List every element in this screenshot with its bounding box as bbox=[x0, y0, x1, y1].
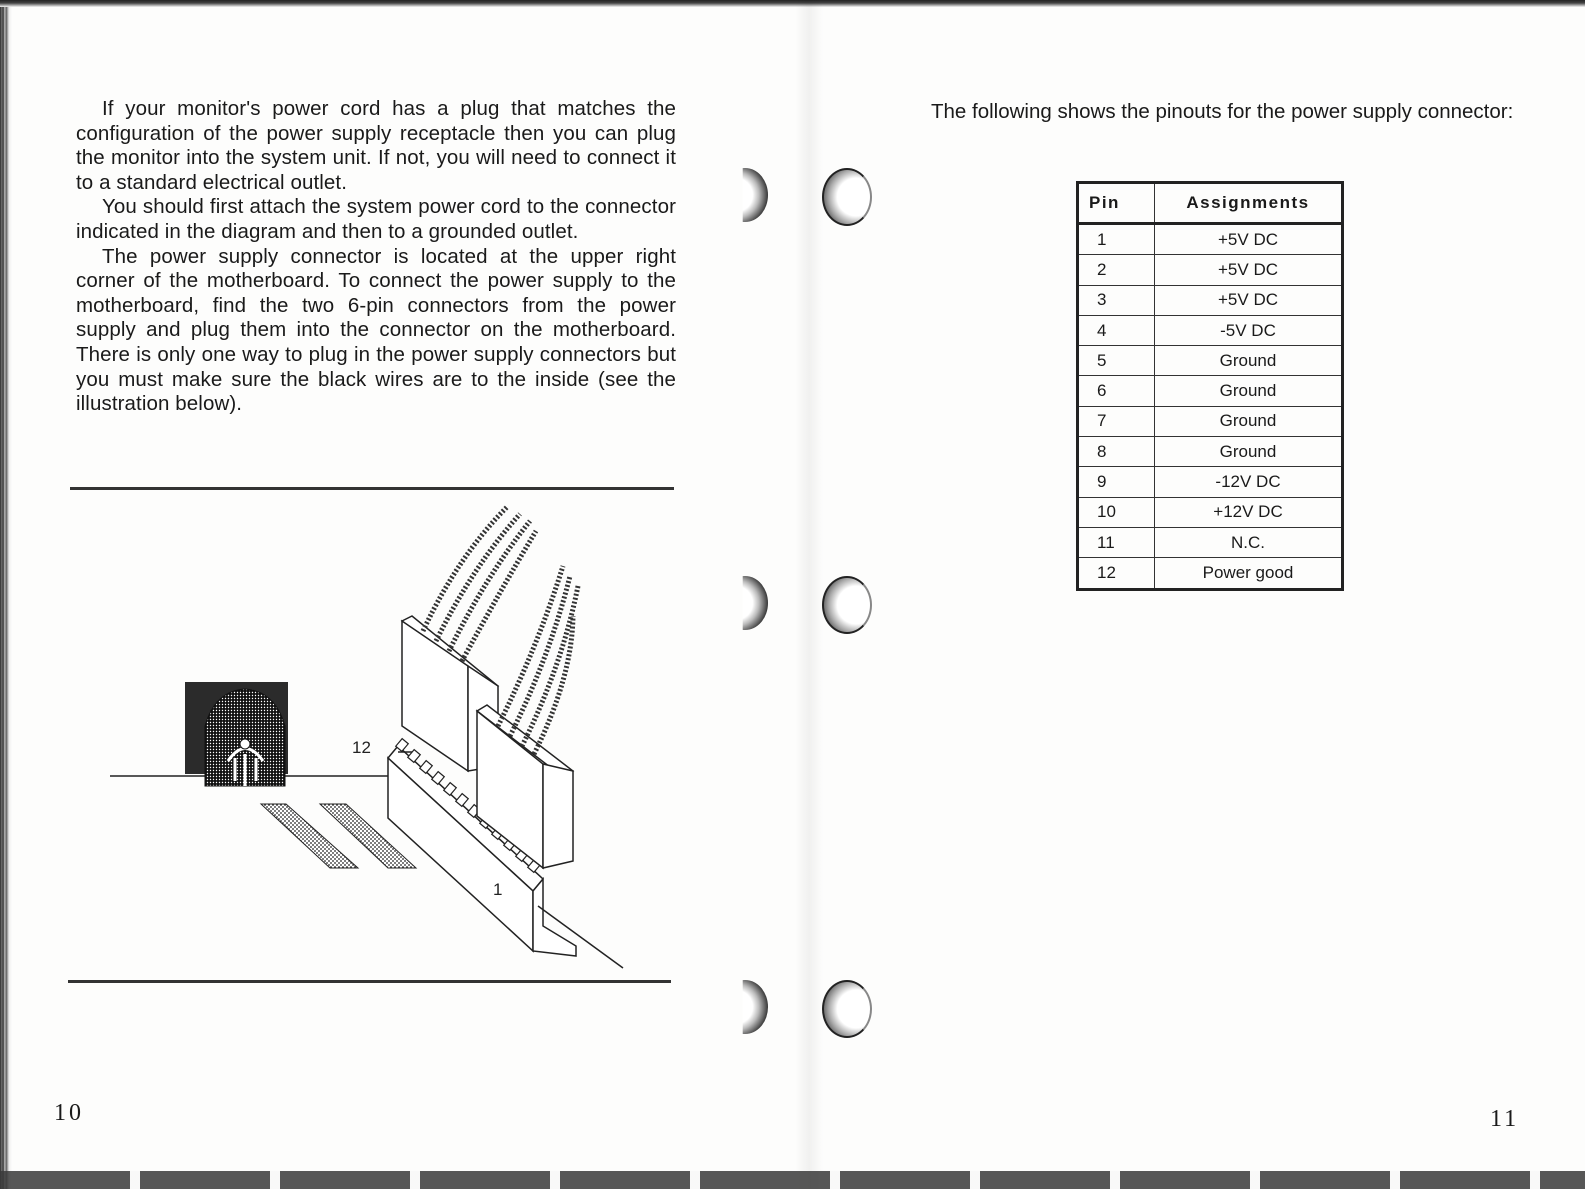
pin-assignment-cell: Ground bbox=[1155, 376, 1343, 406]
right-page-intro bbox=[905, 100, 1525, 125]
pin-number-cell: 2 bbox=[1078, 255, 1155, 285]
page-bottom-edge bbox=[0, 1171, 1585, 1189]
binder-hole-shadow bbox=[722, 168, 768, 222]
table-row bbox=[1078, 376, 1343, 406]
pin-assignment-cell: Ground bbox=[1155, 346, 1343, 376]
pin-assignment-cell: +5V DC bbox=[1155, 285, 1343, 315]
pin-number-cell: 6 bbox=[1078, 376, 1155, 406]
table-row bbox=[1078, 315, 1343, 345]
power-socket-graphic bbox=[185, 682, 288, 786]
pin-assignment-cell: -12V DC bbox=[1155, 467, 1343, 497]
pin-number-cell: 7 bbox=[1078, 406, 1155, 436]
pin-assignment-cell: +5V DC bbox=[1155, 224, 1343, 255]
pin-number-cell: 5 bbox=[1078, 346, 1155, 376]
binder-hole-shadow bbox=[722, 576, 768, 630]
left-page-body bbox=[76, 97, 676, 417]
table-row bbox=[1078, 406, 1343, 436]
table-row bbox=[1078, 255, 1343, 285]
pin-number-cell: 10 bbox=[1078, 497, 1155, 527]
pin-assignment-cell: Ground bbox=[1155, 406, 1343, 436]
page-number-left: 10 bbox=[54, 1100, 84, 1126]
binder-hole bbox=[822, 576, 872, 634]
pin-number-cell: 11 bbox=[1078, 527, 1155, 557]
pin-assignment-cell: Ground bbox=[1155, 437, 1343, 467]
pin-assignment-cell: Power good bbox=[1155, 558, 1343, 589]
power-connector-illustration bbox=[68, 496, 678, 986]
page-number-right: 11 bbox=[1490, 1106, 1520, 1132]
pin-12-label: 12 bbox=[352, 738, 371, 757]
figure-top-rule bbox=[70, 487, 674, 490]
page-gutter bbox=[795, 0, 823, 1189]
pin-assignment-cell: N.C. bbox=[1155, 527, 1343, 557]
table-row bbox=[1078, 497, 1343, 527]
binder-hole-shadow bbox=[722, 980, 768, 1034]
column-header-pin: Pin bbox=[1078, 183, 1155, 224]
binder-hole bbox=[822, 980, 872, 1038]
table-row bbox=[1078, 224, 1343, 255]
pin-number-cell: 4 bbox=[1078, 315, 1155, 345]
pin-assignment-cell: +5V DC bbox=[1155, 255, 1343, 285]
table-row bbox=[1078, 467, 1343, 497]
binder-hole bbox=[822, 168, 872, 226]
paragraph-monitor-power: If your monitor's power cord has a plug that matches the configuration of the power supply receptacle then you can plug the monitor into the system unit. If not, you will need to connect it to a standard electrical outlet. bbox=[76, 97, 676, 194]
table-row bbox=[1078, 346, 1343, 376]
paragraph-attach-cord: You should first attach the system power cord to the connector indicated in the diagram and then to a grounded outlet. bbox=[76, 195, 676, 243]
pinout-table bbox=[1076, 181, 1344, 591]
pin-number-cell: 1 bbox=[1078, 224, 1155, 255]
table-header-row bbox=[1078, 183, 1343, 224]
pinout-intro-text: The following shows the pinouts for the power supply connector: bbox=[931, 100, 1514, 123]
table-row bbox=[1078, 285, 1343, 315]
pin-assignment-cell: +12V DC bbox=[1155, 497, 1343, 527]
pin-assignment-cell: -5V DC bbox=[1155, 315, 1343, 345]
table-row bbox=[1078, 527, 1343, 557]
pin-number-cell: 9 bbox=[1078, 467, 1155, 497]
table-row bbox=[1078, 437, 1343, 467]
page-top-edge bbox=[0, 0, 1585, 7]
table-row bbox=[1078, 558, 1343, 589]
book-binding-edge bbox=[0, 0, 12, 1189]
pin-1-label: 1 bbox=[493, 880, 503, 899]
pin-number-cell: 12 bbox=[1078, 558, 1155, 589]
pin-number-cell: 8 bbox=[1078, 437, 1155, 467]
paragraph-connector-location: The power supply connector is located at the upper right corner of the motherboard. To connect the power supply to the motherboard, find the two 6-pin connectors from the power supply and plug them into the connector on the motherboard. There is only one way to plug in the power supply connectors but you must make sure the black wires are to the inside (see the illustration below). bbox=[76, 244, 676, 416]
pin-number-cell: 3 bbox=[1078, 285, 1155, 315]
column-header-assignments: Assignments bbox=[1155, 183, 1343, 224]
